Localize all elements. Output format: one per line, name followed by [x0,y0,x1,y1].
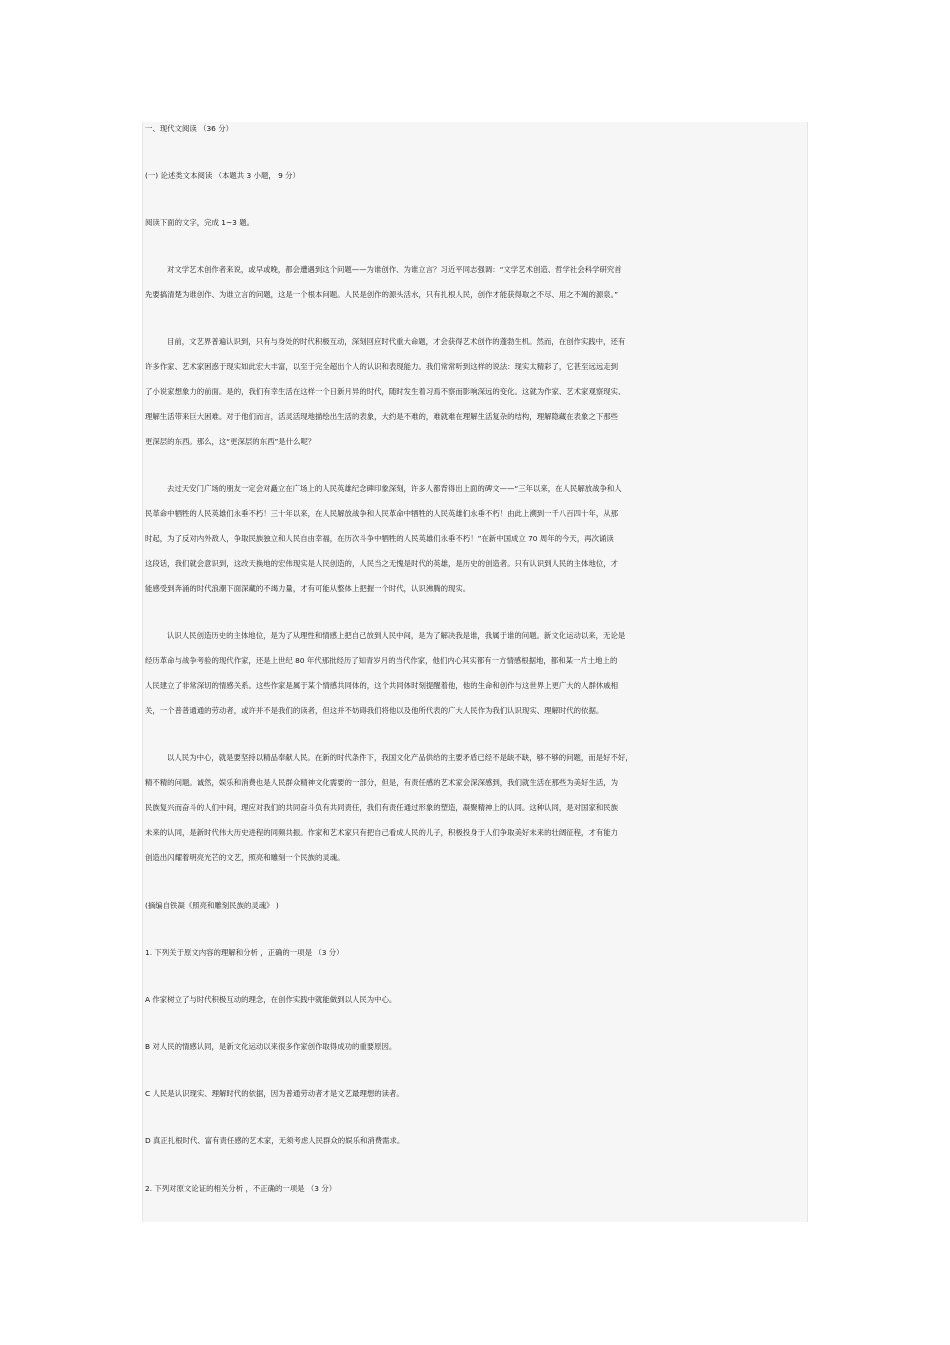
passage-line: 目前，文艺界普遍认识到，只有与身处的时代积极互动，深刻回应时代重大命题，才会获得艺术创作的蓬勃生机。然而，在创作实践中，还有 [167,337,626,346]
passage-line: 对文学艺术创作者来说，或早或晚，都会遭遇到这个问题——为谁创作、为谁立言？习近平同志强调：“文学艺术创造、哲学社会科学研究首 [167,265,622,274]
subsection-title: (一) 论述类文本阅读 （本题共 3 小题， 9 分） [145,171,300,180]
passage-line: 时起，为了反对内外敌人，争取民族独立和人民自由幸福，在历次斗争中牺牲的人民英雄们永垂不朽！”在新中国成立 70 周年的今天，再次诵读 [145,534,614,543]
passage-line: 创造出闪耀着明亮光芒的文艺，照亮和雕刻一个民族的灵魂。 [145,853,345,862]
passage-line: 未来的认同，是新时代伟大历史进程的同频共振。作家和艺术家只有把自己看成人民的儿子，积极投身于人们争取美好未来的壮阔征程，才有能力 [145,828,619,837]
passage-line: 更深层的东西。那么，这“更深层的东西”是什么呢？ [145,437,316,446]
passage-line: 关，一个普普通通的劳动者，或许并不是我们的读者，但这并不妨碍我们将他以及他所代表的广大人民作为我们认识现实、理解时代的依据。 [145,706,604,715]
question-1-option-b: B 对人民的情感认同，是新文化运动以来很多作家创作取得成功的重要原因。 [145,1042,397,1051]
passage-line: 民革命中牺牲的人民英雄们永垂不朽！三十年以来，在人民解放战争和人民革命中牺牲的人民英雄们永垂不朽！由此上溯到一千八百四十年，从那 [145,509,619,518]
passage-line: 了小说家想象力的前面。是的，我们有幸生活在这样一个日新月异的时代，随时发生着习焉不察而影响深远的变化。这就为作家、艺术家观察现实、 [145,387,626,396]
question-1-option-c: C 人民是认识现实、理解时代的依据，因为普通劳动者才是文艺最理想的读者。 [145,1089,404,1098]
passage-line: 以人民为中心，就是要坚持以精品奉献人民。在新的时代条件下，我国文化产品供给的主要矛盾已经不是缺不缺，够不够的问题，而是好不好， [167,753,633,762]
question-1-option-d: D 真正扎根时代、富有责任感的艺术家，无须考虑人民群众的娱乐和消费需求。 [145,1136,405,1145]
question-1-option-a: A 作家树立了与时代积极互动的理念，在创作实践中就能做到以人民为中心。 [145,995,397,1004]
passage-line: 去过天安门广场的朋友一定会对矗立在广场上的人民英雄纪念碑印象深刻，许多人都背得出上面的碑文——“三年以来，在人民解放战争和人 [167,484,622,493]
passage-line: 先要搞清楚为谁创作、为谁立言的问题，这是一个根本问题。人民是创作的源头活水，只有扎根人民，创作才能获得取之不尽、用之不竭的源泉。” [145,290,619,299]
source-citation: (摘编自铁凝《照亮和雕刻民族的灵魂》 ) [145,901,279,910]
question-1-stem: 1. 下列关于原文内容的理解和分析 ，正确的一项是 （3 分） [145,948,344,957]
passage-line: 能感受到奔涌的时代浪潮下面深藏的不竭力量，才有可能从整体上把握一个时代，认识沸腾的现实。 [145,584,471,593]
passage-line: 这段话，我们就会意识到，这改天换地的宏伟现实是人民创造的，人民当之无愧是时代的英雄，是历史的创造者。只有认识到人民的主体地位，才 [145,559,619,568]
passage-line: 理解生活带来巨大困难。对于他们而言，活灵活现地描绘出生活的表象，大约是不难的，难就难在理解生活复杂的结构，理解隐藏在表象之下那些 [145,412,619,421]
question-2-stem: 2. 下列对原文论证的相关分析 ，不正确的一项是 （3 分） [145,1184,337,1193]
instruction-text: 阅读下面的文字，完成 1~3 题。 [145,218,254,227]
passage-line: 民族复兴而奋斗的人们中间，理应对我们的共同奋斗负有共同责任，我们有责任通过形象的塑造，凝聚精神上的认同。这种认同，是对国家和民族 [145,803,619,812]
document-page [142,122,808,1222]
passage-line: 精不精的问题。诚然，娱乐和消费也是人民群众精神文化需要的一部分，但是，有责任感的艺术家会深深感到，我们就生活在那些为美好生活，为 [145,778,619,787]
passage-line: 人民建立了非常深切的情感关系。这些作家是属于某个情感共同体的，这个共同体时刻提醒着他，他的生命和创作与这世界上更广大的人群休戚相 [145,681,619,690]
section-title: 一、现代文阅读 （36 分） [145,124,234,133]
passage-line: 经历革命与战争考验的现代作家，还是上世纪 80 年代那批经历了知青岁月的当代作家，他们内心其实都有一方情感根据地，都和某一片土地上的 [145,656,618,665]
passage-line: 许多作家、艺术家困惑于现实如此宏大丰富，以至于完全超出个人的认识和表现能力。我们常常听到这样的说法：现实太精彩了，它甚至远远走到 [145,362,619,371]
passage-line: 认识人民创造历史的主体地位，是为了从理性和情感上把自己放到人民中间，是为了解决我是谁，我属于谁的问题。新文化运动以来，无论是 [167,631,626,640]
